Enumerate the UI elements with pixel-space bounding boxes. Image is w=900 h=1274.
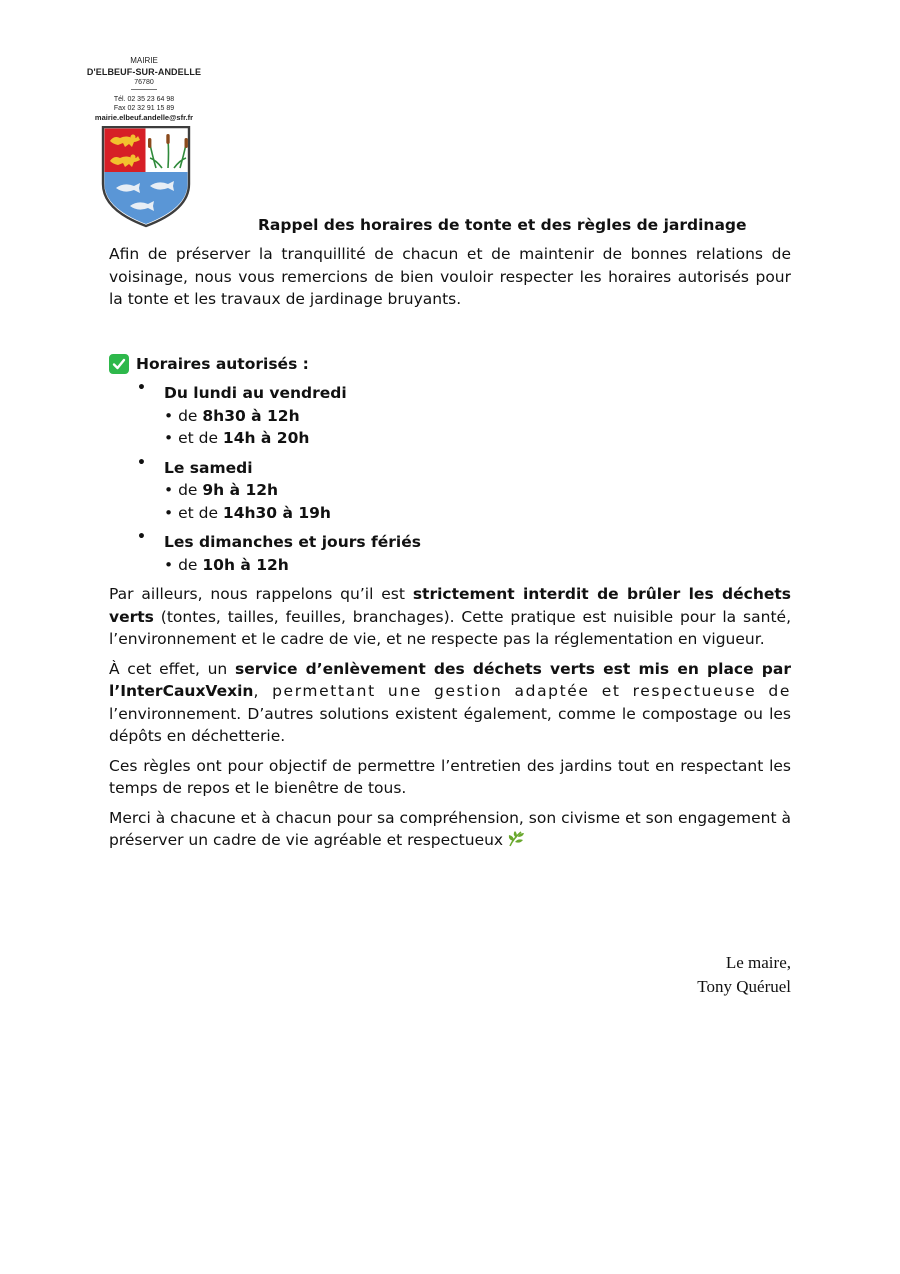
schedule-slot: • et de 14h à 20h [164, 429, 310, 447]
schedule-day-label: Du lundi au vendredi [164, 384, 347, 402]
check-mark-icon [109, 354, 129, 374]
letterhead-commune: D'ELBEUF-SUR-ANDELLE [86, 67, 202, 77]
signature-name: Tony Quéruel [697, 977, 791, 996]
intro-paragraph: Afin de préserver la tranquillité de chacun et de maintenir de bonnes relations de voisinage, nous vous remercions de bien vouloir respecter les horaires autorisés pour la tonte et les travaux de jardinage bruyants. [109, 245, 791, 308]
schedule-saturday [109, 454, 791, 525]
letterhead-fax: Fax 02 32 91 15 89 [113, 104, 175, 112]
coat-of-arms-icon [100, 126, 192, 228]
schedule-weekdays [109, 382, 791, 450]
document-title: Rappel des horaires de tonte et des règles de jardinage [258, 216, 747, 234]
schedule-list [109, 382, 791, 576]
schedule-slot: • de 9h à 12h [164, 481, 279, 499]
list-bullet: • [137, 529, 146, 545]
letterhead-phone: Tél. 02 35 23 64 98 [113, 96, 175, 103]
letterhead-mairie: MAIRIE [130, 56, 158, 65]
signature-block [697, 951, 791, 999]
schedule-slot: • et de 14h30 à 19h [164, 503, 331, 522]
list-bullet: • [137, 380, 146, 396]
signature-role: Le maire, [725, 953, 791, 972]
document-body [109, 243, 791, 855]
list-bullet: • [137, 454, 146, 471]
schedule-sundays-holidays [109, 531, 791, 576]
letterhead-postal-code: 76780 [134, 79, 154, 86]
schedule-slot: • de 10h à 12h [164, 555, 289, 574]
rules-objective-paragraph: Ces règles ont pour objectif de permettre l’entretien des jardins tout en respectant les temps de repos et le bienêtre de tous. [109, 756, 791, 797]
burning-ban-paragraph: Par ailleurs, nous rappelons qu’il est strictement interdit de brûler les déchets verts (tontes, tailles, feuilles, branchages). Cette pratique est nuisible pour la santé, l’environnement et le cadre de vie, et ne respecte pas la réglementation en vigueur. [109, 585, 791, 648]
letterhead-divider [131, 89, 157, 90]
schedule-day-label: Les dimanches et jours fériés [164, 533, 421, 551]
schedule-day-label: Le samedi [164, 458, 253, 477]
thanks-paragraph: Merci à chacune et à chacun pour sa compréhension, son civisme et son engagement à préserver un cadre de vie agréable et respectueux [109, 807, 791, 855]
schedule-heading [109, 353, 791, 376]
schedule-heading-label: Horaires autorisés : [136, 354, 309, 373]
green-waste-service-paragraph: À cet effet, un service d’enlèvement des déchets verts est mis en place par l’InterCauxVexin, permettant une gestion adaptée et respectueuse de l’environnement. D’autres solutions existent également, comme le compostage ou les dépôts en déchetterie. [109, 659, 791, 745]
letterhead-email: mairie.elbeuf.andelle@sfr.fr [94, 113, 194, 122]
schedule-slot: • de 8h30 à 12h [164, 406, 300, 425]
letterhead [80, 56, 208, 122]
leaf-icon [507, 830, 525, 855]
